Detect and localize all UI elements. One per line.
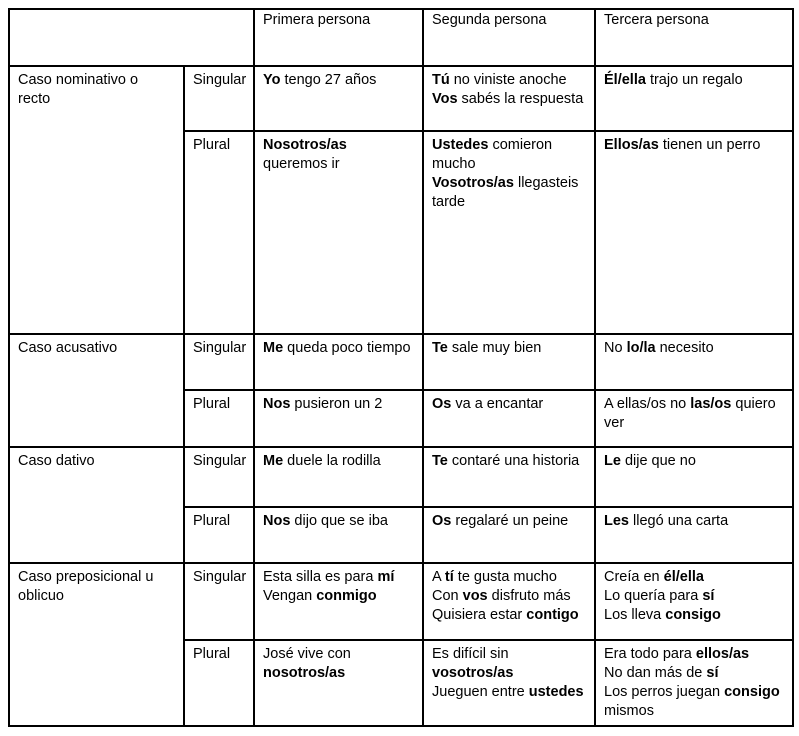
example-cell (595, 563, 793, 640)
text-line: No dan más de sí (604, 665, 719, 681)
text-line: vosotros/as (432, 665, 514, 681)
number-cell: Singular (184, 334, 254, 390)
example-cell (595, 507, 793, 563)
text-line: No lo/la necesito (604, 340, 714, 356)
text-line: Ustedes comieron (432, 137, 553, 153)
text-line: Esta silla es para mí (263, 569, 395, 585)
example-cell (423, 507, 595, 563)
text-line: Caso nominativo o (18, 72, 139, 88)
column-header-primera-persona: Primera persona (254, 9, 423, 66)
case-cell-preposicional (9, 563, 184, 726)
number-cell: Plural (184, 640, 254, 726)
text-line: Creía en él/ella (604, 569, 704, 585)
text-line: Vengan conmigo (263, 588, 377, 604)
example-cell (595, 390, 793, 447)
example-cell (595, 131, 793, 334)
row-nominativo-singular (9, 66, 793, 131)
text-line: Los perros juegan consigo (604, 684, 780, 700)
text-line: Nos pusieron un 2 (263, 396, 383, 412)
text-line: Es difícil sin (432, 646, 509, 662)
row-dativo-singular (9, 447, 793, 507)
text-line: Vos sabés la respuesta (432, 91, 584, 107)
text-line: A ellas/os no las/os quiero (604, 396, 776, 412)
row-acusativo-singular (9, 334, 793, 390)
text-line: queremos ir (263, 156, 340, 172)
header-row (9, 9, 793, 66)
text-line: Él/ella trajo un regalo (604, 72, 743, 88)
text-line: Os va a encantar (432, 396, 544, 412)
example-cell (254, 390, 423, 447)
text-line: Yo tengo 27 años (263, 72, 377, 88)
number-cell: Singular (184, 66, 254, 131)
number-cell: Plural (184, 507, 254, 563)
example-cell (423, 66, 595, 131)
case-cell-dativo (9, 447, 184, 563)
text-line: Te sale muy bien (432, 340, 542, 356)
text-line: Lo quería para sí (604, 588, 715, 604)
pronoun-case-table (8, 8, 794, 727)
text-line: tarde (432, 194, 466, 210)
text-line: Quisiera estar contigo (432, 607, 579, 623)
text-line: mucho (432, 156, 476, 172)
example-cell (595, 334, 793, 390)
example-cell (254, 640, 423, 726)
text-line: Ellos/as tienen un perro (604, 137, 761, 153)
text-line: Los lleva consigo (604, 607, 721, 623)
text-line: oblicuo (18, 588, 64, 604)
example-cell (254, 334, 423, 390)
text-line: Me duele la rodilla (263, 453, 381, 469)
column-header-segunda-persona: Segunda persona (423, 9, 595, 66)
text-line: Les llegó una carta (604, 513, 729, 529)
text-line: Te contaré una historia (432, 453, 580, 469)
number-cell: Plural (184, 390, 254, 447)
text-line: Era todo para ellos/as (604, 646, 750, 662)
text-line: recto (18, 91, 51, 107)
case-cell-acusativo (9, 334, 184, 447)
text-line: Me queda poco tiempo (263, 340, 411, 356)
text-line: nosotros/as (263, 665, 346, 681)
example-cell (423, 334, 595, 390)
text-line: Nos dijo que se iba (263, 513, 388, 529)
text-line: Nosotros/as (263, 137, 347, 153)
example-cell (423, 447, 595, 507)
example-cell (423, 131, 595, 334)
column-header-tercera-persona: Tercera persona (595, 9, 793, 66)
example-cell (423, 640, 595, 726)
case-cell-nominativo (9, 66, 184, 334)
example-cell (254, 131, 423, 334)
text-line: Jueguen entre ustedes (432, 684, 584, 700)
example-cell (595, 66, 793, 131)
text-line: A tí te gusta mucho (432, 569, 557, 585)
number-cell: Plural (184, 131, 254, 334)
text-line: Tú no viniste anoche (432, 72, 567, 88)
text-line: Caso acusativo (18, 340, 118, 356)
text-line: Os regalaré un peine (432, 513, 569, 529)
text-line: Vosotros/as llegasteis (432, 175, 579, 191)
example-cell (423, 390, 595, 447)
text-line: Con vos disfruto más (432, 588, 571, 604)
example-cell (423, 563, 595, 640)
text-line: Caso preposicional u (18, 569, 154, 585)
text-line: Le dije que no (604, 453, 696, 469)
example-cell (254, 507, 423, 563)
corner-cell (9, 9, 254, 66)
text-line: ver (604, 415, 625, 431)
example-cell (254, 66, 423, 131)
row-preposicional-singular (9, 563, 793, 640)
text-line: José vive con (263, 646, 351, 662)
number-cell: Singular (184, 447, 254, 507)
example-cell (254, 563, 423, 640)
text-line: mismos (604, 703, 654, 719)
number-cell: Singular (184, 563, 254, 640)
example-cell (595, 447, 793, 507)
example-cell (595, 640, 793, 726)
example-cell (254, 447, 423, 507)
text-line: Caso dativo (18, 453, 95, 469)
